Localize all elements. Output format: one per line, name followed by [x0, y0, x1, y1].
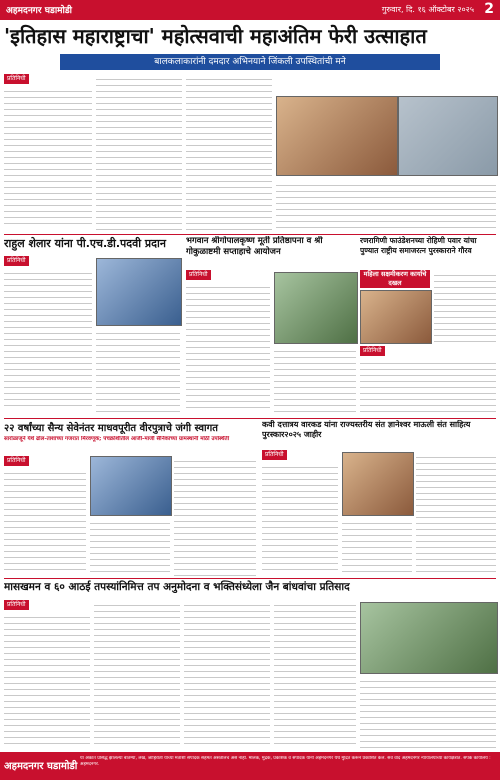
story3-headline: भगवान श्रीगोपालकृष्ण मूर्ती प्रतिष्ठापना व श्री गोकुळाष्टमी सप्ताहाचे आयोजन — [186, 236, 323, 257]
masthead-brand: अहमदनगर घडामोडी — [6, 6, 73, 16]
lead-headline: 'इतिहास महाराष्ट्राचा' महोत्सवाची महाअंतिम फेरी उत्साहात — [4, 24, 427, 48]
story2-headline: राहुल शेलार यांना पी.एच.डी.पदवी प्रदान — [4, 237, 166, 250]
story5-column-2 — [90, 518, 170, 576]
story6-portrait — [342, 452, 414, 516]
footer-brand: अहमदनगर घडामोडी — [4, 761, 78, 772]
lead-caption-text — [276, 180, 496, 232]
story5-deck: सारोळाजूने येथे ढोल-ताशांच्या गजरात मिरवणूक; पंचक्रोशीतील आजी-माजी सैनिकांच्या ग्रामस्थांनी मोठी उपस्थिती — [4, 436, 230, 442]
story6-column-2 — [342, 518, 412, 576]
story5-headline: २२ वर्षांच्या सैन्य सेवेनंतर माधवपूरीत वीरपुत्राचे जंगी स्वागत — [4, 423, 218, 434]
imprint-footer — [0, 752, 500, 780]
story7-column-1 — [4, 600, 90, 748]
story7-column-3 — [184, 600, 270, 748]
story5-text — [4, 468, 86, 572]
issue-date: गुरुवार, दि. १६ ऑक्टोबर २०२५ — [381, 5, 474, 14]
story2-byline: प्रतिनिधी — [4, 256, 29, 266]
masthead-bar — [0, 0, 500, 20]
page-number: 2 — [484, 1, 494, 17]
lead-subheadline: बालकलाकारांनी दमदार अभिनयाने जिंकली उपस्थितांची मने — [60, 54, 440, 70]
story7-column-5 — [360, 676, 496, 748]
story3-column-1 — [186, 270, 270, 416]
sidebox-title: महिला सक्षमीकरण कार्याचे दखल — [360, 270, 430, 288]
story2-photo — [96, 258, 182, 326]
story4-column-2 — [360, 346, 496, 416]
story6-column-1 — [262, 450, 338, 576]
story4-portrait — [360, 290, 432, 344]
lead-byline: प्रतिनिधी — [4, 74, 29, 84]
story4-headline: रणरागिणी फाउंडेशनच्या रोहिणी पवार यांचा पुण्यात राष्ट्रीय समाजरत्न पुरस्काराने गौरव — [360, 236, 477, 255]
story7-byline: प्रतिनिधी — [4, 600, 29, 610]
lead-column-1-text — [4, 86, 92, 226]
story7-photo — [360, 602, 498, 674]
story4-byline: प्रतिनिधी — [360, 346, 385, 356]
story3-photo — [274, 272, 358, 344]
story7-column-2 — [94, 600, 180, 748]
story6-byline: प्रतिनिधी — [262, 450, 287, 460]
footer-imprint: या अंकात प्रसिद्ध झालेल्या बातम्या, लेख, जाहिराती यांच्या मतांशी संपादक सहमत असतीलच असे नाही. मालक, मुद्रक, प्रकाशक व संपादक यांनी अहमदनगर येथे मुद्रित करून प्रकाशित केले. सर्व वाद अहमदनगर न्यायालयाच्या कार्यक्षेत्रात. संपर्क कार्यालय : अहमदनगर. — [80, 756, 491, 767]
lead-group-photo — [276, 96, 398, 176]
story5-column-3 — [174, 456, 256, 576]
story3-text — [186, 282, 270, 412]
story2-column-2 — [96, 328, 180, 416]
story6-text — [262, 462, 338, 572]
story7-text — [4, 612, 90, 744]
story7-headline: मासखमन व ६० आठई तपस्यांनिमित्त तप अनुमोदना व भक्तिसंध्येला जैन बांधवांचा प्रतिसाद — [4, 581, 350, 593]
story2-column-1 — [4, 256, 92, 416]
lead-column-1 — [4, 74, 92, 232]
story6-column-3 — [416, 452, 496, 576]
divider — [4, 234, 496, 235]
divider — [4, 578, 496, 579]
lead-column-2 — [96, 74, 182, 232]
story2-text — [4, 268, 92, 408]
story4-column-1 — [434, 270, 496, 342]
story7-column-4 — [274, 600, 356, 748]
lead-column-3 — [186, 74, 272, 232]
story5-byline: प्रतिनिधी — [4, 456, 29, 466]
story5-photo — [90, 456, 172, 516]
divider — [4, 418, 496, 419]
story4-text — [360, 358, 496, 414]
story6-headline: कवी दत्तात्रय वारकड यांना राज्यस्तरीय संत ज्ञानेश्वर माऊली संत साहित्य पुरस्कार२०२५ जाहीर — [262, 420, 471, 439]
story3-byline: प्रतिनिधी — [186, 270, 211, 280]
story3-column-2 — [274, 346, 356, 416]
story5-column-1 — [4, 456, 86, 576]
lead-photo-2 — [398, 96, 498, 176]
